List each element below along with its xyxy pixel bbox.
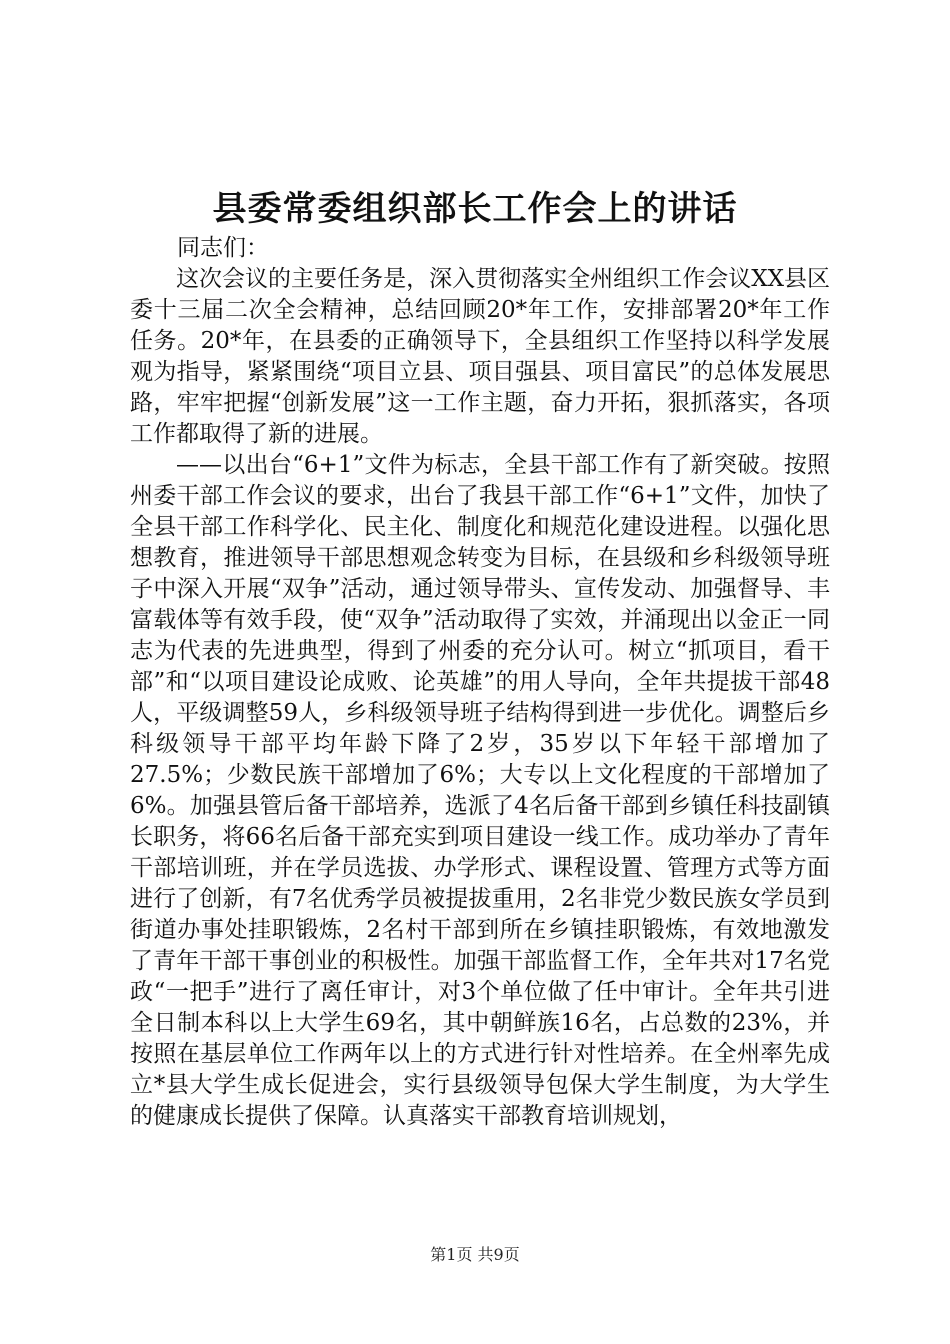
paragraph-2: ——以出台“6+1”文件为标志，全县干部工作有了新突破。按照州委干部工作会议的要求，出台了我县干部工作“6+1”文件，加快了全县干部工作科学化、民主化、制度化和规范化建设进程。以强化思想教育，推进领导干部思想观念转变为目标，在县级和乡科级领导班子中深入开展“双争”活动，通过领导带头、宣传发动、加强督导、丰富载体等有效手段，使“双争”活动取得了实效，并涌现出以金正一同志为代表的先进典型，得到了州委的充分认可。树立“抓项目，看干部”和“以项目建设论成败、论英雄”的用人导向，全年共提拔干部48人，平级调整59人，乡科级领导班子结构得到进一步优化。调整后乡科级领导干部平均年龄下降了2岁，35岁以下年轻干部增加了27.5%；少数民族干部增加了6%；大专以上文化程度的干部增加了6%。加强县管后备干部培养，选派了4名后备干部到乡镇任科技副镇长职务，将66名后备干部充实到项目建设一线工作。成功举办了青年干部培训班，并在学员选拔、办学形式、课程设置、管理方式等方面进行了创新，有7名优秀学员被提拔重用，2名非党少数民族女学员到街道办事处挂职锻炼，2名村干部到所在乡镇挂职锻炼，有效地激发了青年干部干事创业的积极性。加强干部监督工作，全年共对17名党政“一把手”进行了离任审计，对3个单位做了任中审计。全年共引进全日制本科以上大学生69名，其中朝鲜族16名，占总数的23%，并按照在基层单位工作两年以上的方式进行针对性培养。在全州率先成立*县大学生成长促进会，实行县级领导包保大学生制度，为大学生的健康成长提供了保障。认真落实干部教育培训规划，	[130, 452, 830, 1129]
page-footer: 第1页 共9页	[430, 1245, 520, 1264]
document-title: 县委常委组织部长工作会上的讲话	[212, 189, 738, 229]
greeting-line: 同志们：	[177, 235, 269, 261]
paragraph-1: 这次会议的主要任务是，深入贯彻落实全州组织工作会议XX县区委十三届二次全会精神，总结回顾20*年工作，安排部署20*年工作任务。20*年，在县委的正确领导下，全县组织工作坚持以科学发展观为指导，紧紧围绕“项目立县、项目强县、项目富民”的总体发展思路，牢牢把握“创新发展”这一工作主题，奋力开拓，狠抓落实，各项工作都取得了新的进展。	[130, 266, 830, 447]
document-body	[130, 264, 830, 1132]
